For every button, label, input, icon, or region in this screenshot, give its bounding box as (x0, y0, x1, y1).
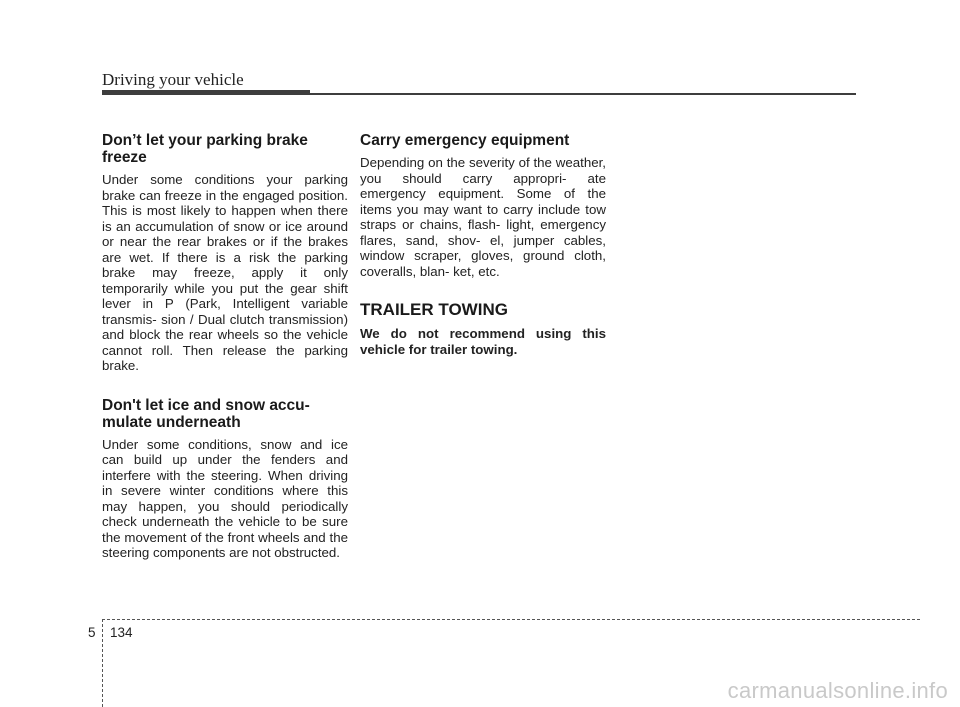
heading-line: freeze (102, 149, 147, 166)
heading-line: mulate underneath (102, 413, 241, 431)
chapter-number: 5 (88, 625, 96, 640)
watermark: carmanualsonline.info (727, 678, 948, 703)
section-heading-trailer-towing: TRAILER TOWING (360, 300, 508, 319)
footer-divider (102, 619, 920, 620)
section-heading-emergency-equipment: Carry emergency equipment (360, 132, 570, 149)
page-header-title: Driving your vehicle (102, 70, 244, 89)
section-body-parking-brake: Under some conditions your parking brake can freeze in the engaged position. This is most likely to happen when there is an accumulation of snow or ice around or near the rear brakes or if the brakes are wet. If there is a risk the parking brake may freeze, apply it only temporarily while you put the gear shift lever in P (Park, Intelligent variable transmis- sion / Dual clutch transmission) and block the rear wheels so the vehicle cannot roll. Then release the parking brake. (102, 172, 348, 373)
page-number: 134 (110, 625, 133, 640)
heading-line: Don't let ice and snow accu- (102, 396, 310, 414)
right-column (360, 132, 606, 357)
section-heading-ice-snow (102, 397, 348, 431)
section-body-trailer-towing: We do not recommend using this vehicle for trailer towing. (360, 326, 606, 357)
section-heading-parking-brake (102, 132, 348, 166)
section-body-ice-snow: Under some conditions, snow and ice can build up under the fenders and interfere with the steering. When driving in severe winter conditions where this may happen, you should periodically check underneath the vehicle to be sure the movement of the front wheels and the steering components are not obstructed. (102, 436, 348, 560)
heading-line: Don’t let your parking brake (102, 132, 308, 149)
header-rule (310, 93, 856, 95)
header-bar-thick (102, 90, 310, 95)
footer-vertical-divider (102, 619, 103, 707)
section-body-emergency-equipment: Depending on the severity of the weather, you should carry appropri- ate emergency equipment. Some of the items you may want to carry include tow straps or chains, flash- light, emergency flares, sand, shov- el, jumper cables, window scraper, gloves, ground cloth, coveralls, blan- ket, etc. (360, 155, 606, 279)
left-column (102, 132, 348, 561)
